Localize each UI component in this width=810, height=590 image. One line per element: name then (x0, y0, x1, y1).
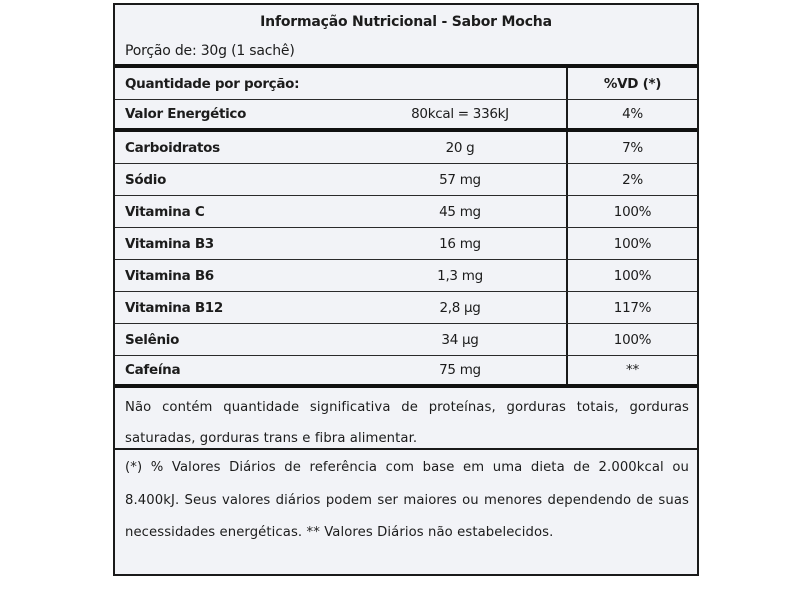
table-row (115, 324, 697, 356)
nutrient-vd: ** (566, 356, 697, 384)
nutrient-vd: 100% (566, 196, 697, 227)
nutrient-amount: 16 mg (439, 235, 481, 252)
nutrient-amount: 45 mg (439, 203, 481, 220)
table-title-row (115, 5, 697, 38)
nutrient-amount: 34 µg (441, 331, 479, 348)
energy-row (115, 100, 697, 132)
nutrient-amount: 75 mg (439, 362, 481, 378)
nutrient-name: Valor Energético (125, 106, 247, 122)
nutrient-vd: 100% (566, 228, 697, 259)
nutrient-vd: 100% (566, 260, 697, 291)
vd-header: %VD (*) (566, 68, 697, 99)
nutrient-name: Sódio (125, 171, 167, 188)
quantity-header: Quantidade por porção: (125, 75, 300, 92)
table-row (115, 196, 697, 228)
nutrient-name: Vitamina B6 (125, 267, 214, 284)
nutrient-name: Vitamina B3 (125, 235, 214, 252)
portion-row (115, 38, 697, 68)
nutrient-amount: 80kcal = 336kJ (411, 106, 509, 122)
portion-size: Porção de: 30g (1 sachê) (125, 43, 295, 59)
nutrient-amount: 1,3 mg (437, 267, 483, 284)
table-row (115, 164, 697, 196)
table-row (115, 228, 697, 260)
nutrient-name: Vitamina C (125, 203, 205, 220)
nutrient-amount: 57 mg (439, 171, 481, 188)
nutrient-vd: 7% (566, 132, 697, 163)
table-row (115, 132, 697, 164)
nutrient-vd: 4% (566, 100, 697, 128)
table-row (115, 260, 697, 292)
table-row (115, 356, 697, 388)
nutrient-amount: 2,8 µg (439, 299, 481, 316)
nutrition-facts-table (113, 3, 699, 576)
nutrient-vd: 100% (566, 324, 697, 355)
table-title: Informação Nutricional - Sabor Mocha (260, 13, 552, 30)
nutrient-vd: 2% (566, 164, 697, 195)
nutrient-name: Selênio (125, 331, 180, 348)
nutrient-name: Carboidratos (125, 139, 220, 156)
nutrient-name: Vitamina B12 (125, 299, 223, 316)
daily-values-footnote: (*) % Valores Diários de referência com base em uma dieta de 2.000kcal ou 8.400kJ. Seus valores diários podem ser maiores ou menores dependendo de suas necessidades energéticas. ** Valores Diários não estabelecidos. (125, 460, 689, 540)
table-row (115, 292, 697, 324)
nutrient-name: Cafeína (125, 362, 181, 378)
insignificant-nutrients-note: Não contém quantidade significativa de proteínas, gorduras totais, gorduras saturadas, gorduras trans e fibra alimentar. (115, 388, 697, 450)
nutrient-amount: 20 g (445, 139, 475, 156)
nutrient-vd: 117% (566, 292, 697, 323)
column-header-row (115, 68, 697, 100)
